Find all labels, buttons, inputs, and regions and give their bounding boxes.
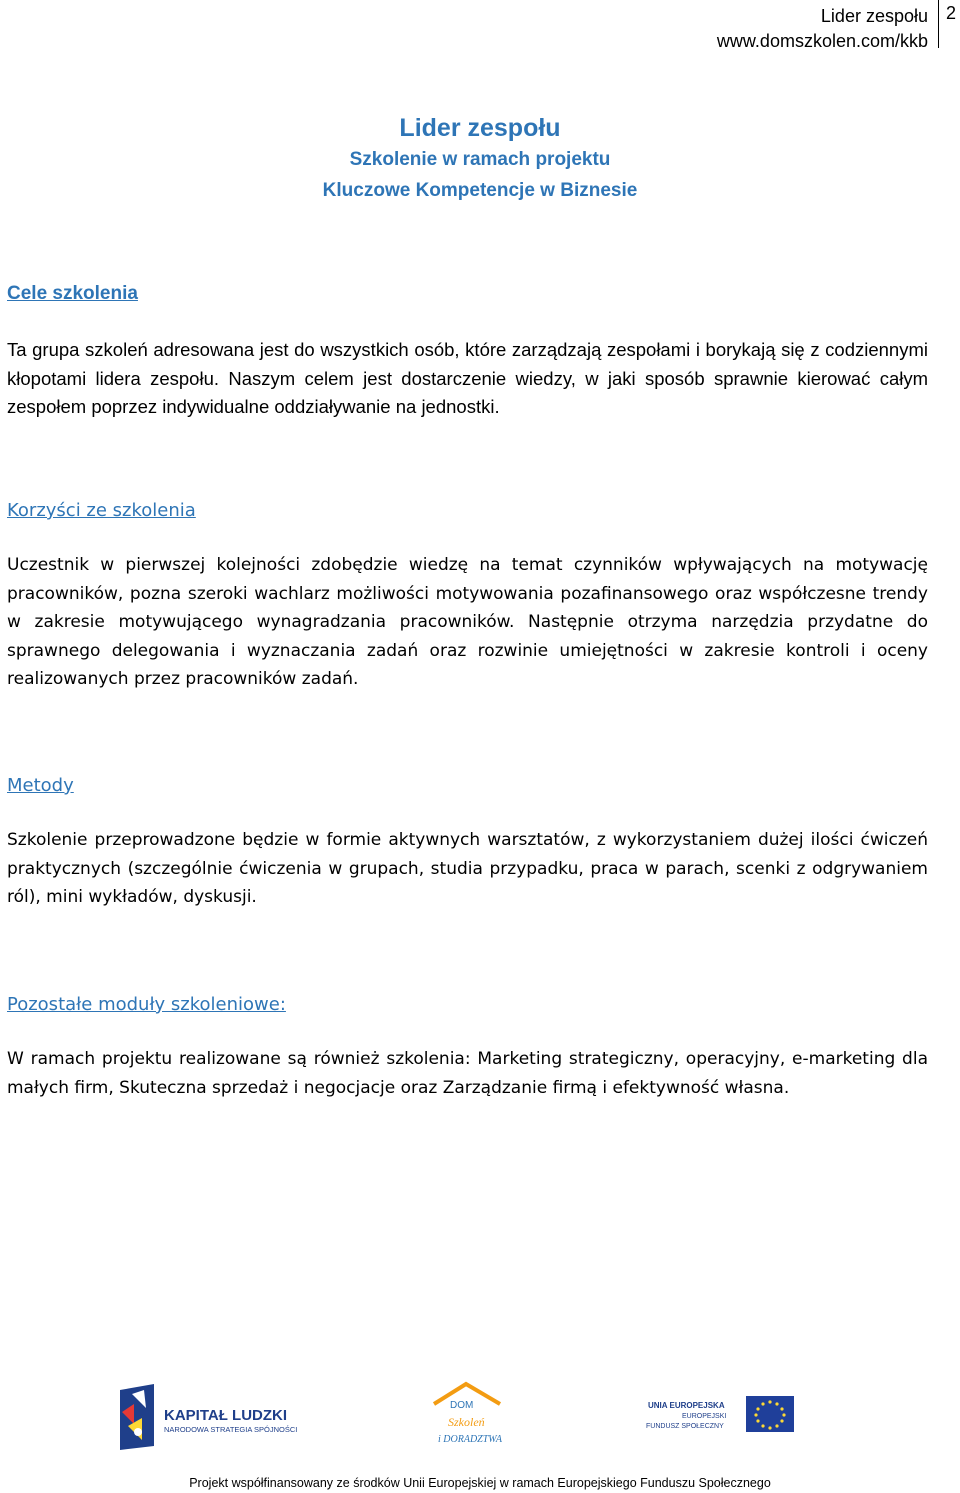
document-subtitle-1: Szkolenie w ramach projektu [349, 149, 611, 170]
eu-logo [646, 1394, 796, 1440]
footer-logos [0, 1380, 960, 1460]
title-block [0, 112, 960, 206]
section-heading-pozostale: Pozostałe moduły szkoleniowe: [7, 994, 286, 1015]
ds-line2: Szkoleń [448, 1415, 485, 1429]
eu-flag-icon [646, 1394, 796, 1440]
page-number: 2 [946, 3, 957, 23]
kapital-ludzki-logo [112, 1384, 312, 1454]
ds-line1: DOM [450, 1400, 474, 1411]
section-heading-metody: Metody [7, 775, 74, 796]
house-icon [428, 1380, 508, 1452]
kl-subtitle: NARODOWA STRATEGIA SPÓJNOŚCI [164, 1425, 298, 1434]
document-subtitle-2: Kluczowe Kompetencje w Biznesie [322, 180, 638, 201]
ue-line1: UNIA EUROPEJSKA [648, 1401, 725, 1410]
section-cele [7, 282, 928, 422]
kl-title: KAPITAŁ LUDZKI [164, 1407, 288, 1424]
section-metody [7, 774, 928, 912]
header-title: Lider zespołu [820, 6, 928, 26]
section-heading-cele: Cele szkolenia [7, 283, 138, 304]
header-divider [938, 0, 939, 48]
section-text-cele: Ta grupa szkoleń adresowana jest do wszystkich osób, które zarządzają zespołami i borykają się z codziennymi kłopotami lidera zespołu. Naszym celem jest dostarczenie wiedzy, w jaki sposób sprawnie kierować całym zespołem poprzez indywidualne oddziaływanie na jednostki. [7, 339, 928, 417]
section-heading-korzysci: Korzyści ze szkolenia [7, 500, 196, 521]
page-header [0, 0, 960, 50]
section-pozostale [7, 993, 928, 1102]
ds-line3: i DORADZTWA [438, 1434, 503, 1445]
document-title: Lider zespołu [399, 114, 561, 142]
ue-line2: EUROPEJSKI [682, 1413, 727, 1420]
ue-line3: FUNDUSZ SPOŁECZNY [646, 1423, 724, 1430]
section-korzysci [7, 499, 928, 694]
section-text-pozostale: W ramach projektu realizowane są również szkolenia: Marketing strategiczny, operacyjny, e-marketing dla małych firm, Skuteczna sprzedaż i negocjacje oraz Zarządzanie firmą i efektywność własna. [7, 1049, 928, 1098]
header-url: www.domszkolen.com/kkb [716, 31, 928, 51]
section-text-korzysci: Uczestnik w pierwszej kolejności zdobędzie wiedzę na temat czynników wpływających na motywację pracowników, pozna szeroki wachlarz możliwości motywowania pozafinansowego oraz współczesne trendy w zakresie motywującego wynagradzania pracowników. Następnie otrzyma narzędzia przydatne do sprawnego delegowania i wyznaczania zadań oraz rozwinie umiejętności w zakresie kontroli i oceny realizowanych przez pracowników zadań. [7, 555, 928, 689]
section-text-metody: Szkolenie przeprowadzone będzie w formie aktywnych warsztatów, z wykorzystaniem dużej ilości ćwiczeń praktycznych (szczególnie ćwiczenia w grupach, studia przypadku, praca w parach, scenki z odgrywaniem ról), mini wykładów, dyskusji. [7, 830, 928, 907]
footer-text: Projekt współfinansowany ze środków Unii Europejskiej w ramach Europejskiego Funduszu Społecznego [189, 1476, 771, 1490]
header-text [717, 4, 928, 54]
kapital-ludzki-icon [112, 1384, 312, 1454]
dom-szkolen-logo [428, 1380, 508, 1452]
